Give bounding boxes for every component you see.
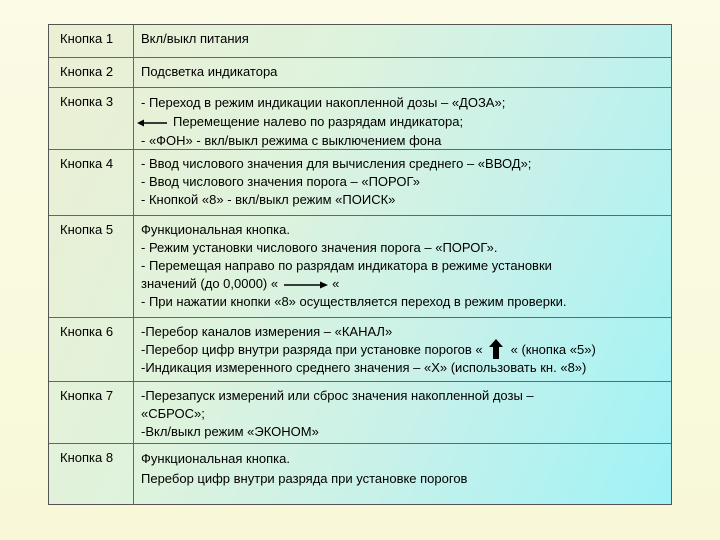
function-line: «СБРОС»; — [141, 406, 205, 421]
function-line: - «ФОН» - вкл/выкл режима с выключением фона — [141, 133, 442, 148]
function-line: - Кнопкой «8» - вкл/выкл режим «ПОИСК» — [141, 192, 396, 207]
function-line: - Ввод числового значения порога – «ПОРОГ» — [141, 174, 420, 189]
table-row — [49, 149, 671, 215]
button-name-cell: Кнопка 2 — [60, 64, 114, 79]
button-function-cell — [134, 216, 671, 311]
button-functions-table — [48, 24, 672, 505]
table-row — [49, 25, 671, 57]
button-name-cell: Кнопка 8 — [60, 450, 114, 465]
up-arrow-icon — [489, 339, 503, 359]
function-line: - Перемещая направо по разрядам индикатора в режиме установки — [141, 258, 552, 273]
button-function-cell — [134, 25, 671, 48]
button-name-cell: Кнопка 1 — [60, 31, 114, 46]
function-line-with-arrow — [141, 275, 663, 293]
button-name-cell: Кнопка 3 — [60, 94, 114, 109]
left-arrow-icon — [137, 118, 167, 128]
function-line: - При нажатии кнопки «8» осуществляется переход в режим проверки. — [141, 294, 567, 309]
function-line: - Переход в режим индикации накопленной дозы – «ДОЗА»; — [141, 95, 506, 110]
function-line: Перебор цифр внутри разряда при установке порогов — [141, 471, 468, 486]
table-row — [49, 317, 671, 381]
table-row — [49, 57, 671, 87]
button-name-cell: Кнопка 7 — [60, 388, 114, 403]
button-function-cell — [134, 58, 671, 81]
function-line: Подсветка индикатора — [141, 64, 278, 79]
function-line: Вкл/выкл питания — [141, 31, 249, 46]
function-line: Функциональная кнопка. — [141, 451, 290, 466]
function-line: - Режим установки числового значения порога – «ПОРОГ». — [141, 240, 498, 255]
table-row — [49, 215, 671, 317]
button-function-cell — [134, 444, 671, 489]
function-line-text: « — [332, 276, 340, 291]
function-line: - Ввод числового значения для вычисления среднего – «ВВОД»; — [141, 156, 532, 171]
button-function-cell — [134, 150, 671, 209]
button-function-cell — [134, 382, 671, 441]
table-row — [49, 443, 671, 505]
button-name-cell: Кнопка 5 — [60, 222, 114, 237]
button-name-cell: Кнопка 4 — [60, 156, 114, 171]
function-line-text: Перемещение налево по разрядам индикатора; — [173, 114, 464, 129]
button-function-cell — [134, 88, 671, 150]
function-line: -Индикация измеренного среднего значения – «Х» (использовать кн. «8») — [141, 360, 587, 375]
function-line-with-arrow — [141, 341, 663, 359]
function-line-text: значений (до 0,0000) « — [141, 276, 279, 291]
table-row — [49, 381, 671, 443]
function-line: -Перебор каналов измерения – «КАНАЛ» — [141, 324, 393, 339]
function-line-text: « (кнопка «5») — [510, 342, 596, 357]
function-line-text: -Перебор цифр внутри разряда при установке порогов « — [141, 342, 483, 357]
function-line: -Перезапуск измерений или сброс значения накопленной дозы – — [141, 388, 534, 403]
function-line: -Вкл/выкл режим «ЭКОНОМ» — [141, 424, 319, 439]
button-name-cell: Кнопка 6 — [60, 324, 114, 339]
function-line: Функциональная кнопка. — [141, 222, 290, 237]
button-function-cell — [134, 318, 671, 377]
right-arrow-icon — [282, 280, 328, 290]
table-row — [49, 87, 671, 149]
function-line-with-arrow — [141, 112, 663, 131]
